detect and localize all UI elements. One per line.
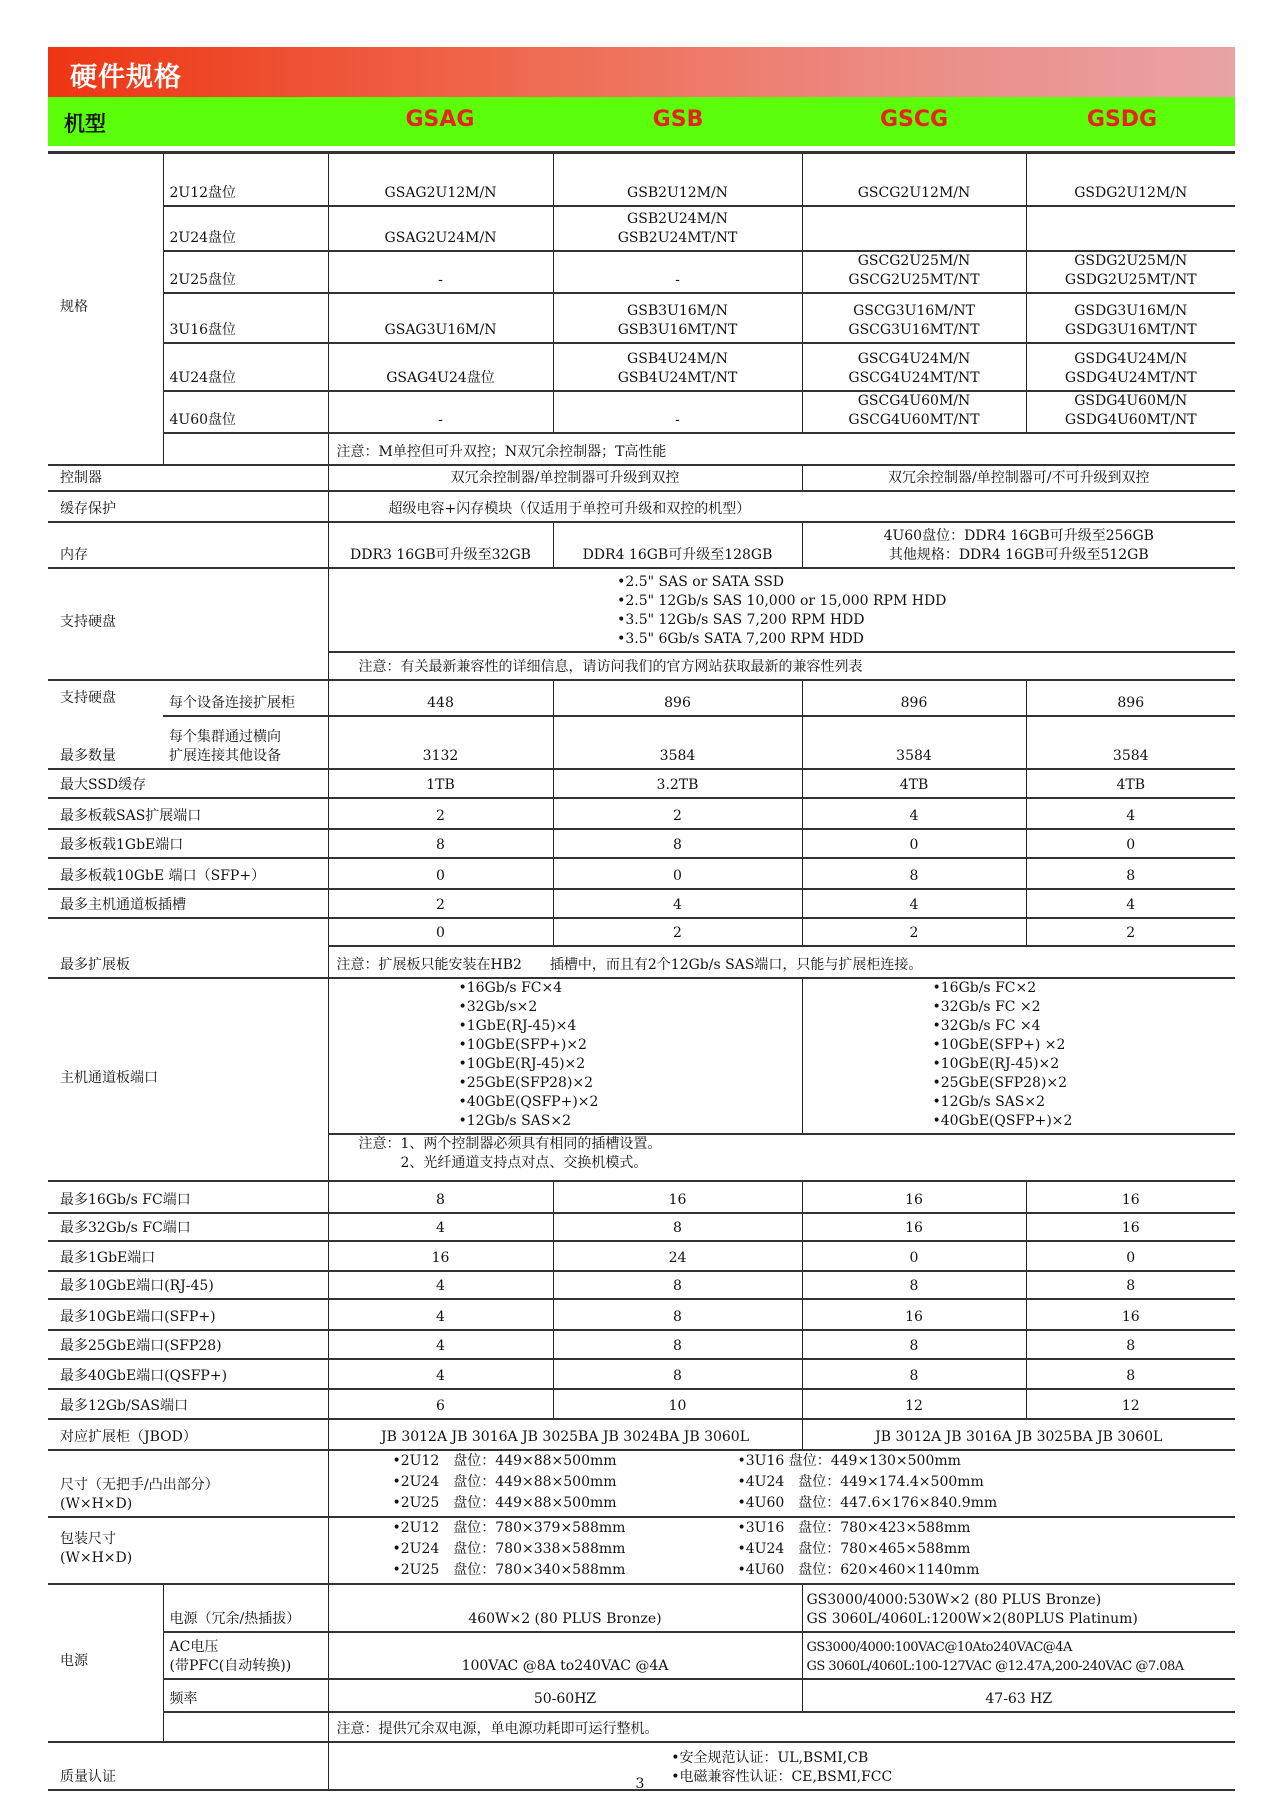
table-row: [48, 858, 1235, 889]
cell: 4TB: [802, 769, 1026, 798]
cell: 4U60盘位：DDR4 16GB可升级至256GB 其他规格：DDR4 16GB可升级至512GB: [802, 522, 1235, 568]
table-row: [48, 1181, 1235, 1213]
cell: 0: [328, 858, 553, 889]
cell: GS3000/4000:100VAC@10Ato240VAC@4A GS 3060L/4060L:100-127VAC @12.47A,200-240VAC @7.08A: [802, 1632, 1235, 1679]
cell: [802, 206, 1026, 251]
sub-label: 电源（冗余/热插拔）: [163, 1584, 328, 1632]
cell: 50-60HZ: [328, 1679, 802, 1712]
cell: GSDG2U12M/N: [1026, 153, 1235, 206]
cell: 16: [802, 1181, 1026, 1213]
cell: 4: [802, 889, 1026, 918]
row-label: 尺寸（无把手/凸出部分） (W×H×D): [48, 1450, 328, 1517]
cell: JB 3012A JB 3016A JB 3025BA JB 3024BA JB 3060L: [328, 1419, 802, 1450]
table-row: [48, 568, 1235, 652]
cell: GSDG3U16M/N GSDG3U16MT/NT: [1026, 293, 1235, 343]
cell: 3.2TB: [553, 769, 802, 798]
row-label: 缓存保护: [48, 491, 328, 522]
cell: 8: [1026, 858, 1235, 889]
cell: 24: [553, 1241, 802, 1271]
cell: 3584: [1026, 716, 1235, 769]
row-label: 支持硬盘: [60, 689, 116, 706]
cell: 896: [553, 680, 802, 717]
model-label: 机型: [64, 112, 106, 136]
cell: GSCG4U24M/N GSCG4U24MT/NT: [802, 343, 1026, 391]
cell: GSCG3U16M/NT GSCG3U16MT/NT: [802, 293, 1026, 343]
package-list: •3U16 盘位：780×423×588mm •4U24 盘位：780×465×588mm •4U60 盘位：620×460×1140mm: [737, 1519, 980, 1578]
cell: 12: [1026, 1389, 1235, 1419]
table-row: [48, 798, 1235, 829]
cell: 4TB: [1026, 769, 1235, 798]
cell: 47-63 HZ: [802, 1679, 1235, 1712]
cell: 0: [802, 829, 1026, 858]
cell: 4: [328, 1213, 553, 1241]
model-gsdg: GSDG: [1086, 107, 1158, 132]
cell: GSCG2U25M/N GSCG2U25MT/NT: [802, 251, 1026, 293]
cell: 8: [802, 1330, 1026, 1359]
cell: 3132: [328, 716, 553, 769]
cell: 双冗余控制器/单控制器可升级到双控: [328, 465, 802, 491]
model-header-band: [48, 97, 1235, 146]
certification-list: •安全规范认证：UL,BSMI,CB •电磁兼容性认证：CE,BSMI,FCC: [671, 1749, 893, 1785]
table-row: [48, 680, 1235, 717]
cell: 1TB: [328, 769, 553, 798]
cell: 3584: [553, 716, 802, 769]
sub-label: 每个设备连接扩展柜: [163, 680, 328, 717]
table-row: [48, 343, 1235, 391]
cell: GS3000/4000:530W×2 (80 PLUS Bronze) GS 3060L/4060L:1200W×2(80PLUS Platinum): [802, 1584, 1235, 1632]
cell: 8: [1026, 1330, 1235, 1359]
row-label: 最多10GbE端口(RJ-45): [48, 1271, 328, 1299]
cell: 4: [802, 798, 1026, 829]
cell: GSAG2U24M/N: [328, 206, 553, 251]
table-row: [48, 769, 1235, 798]
cell: 0: [328, 918, 553, 946]
table-row: [48, 1517, 1235, 1584]
table-row: [48, 1712, 1235, 1742]
cell: GSB2U12M/N: [553, 153, 802, 206]
cell: -: [328, 251, 553, 293]
table-row: [48, 153, 1235, 206]
row-label: 最多32Gb/s FC端口: [48, 1213, 328, 1241]
table-row: [48, 391, 1235, 433]
cell: 100VAC @8A to240VAC @4A: [328, 1632, 802, 1679]
table-row: [48, 251, 1235, 293]
cell: 超级电容+闪存模块（仅适用于单控可升级和双控的机型）: [328, 491, 1235, 522]
power-note: 注意：提供冗余双电源，单电源功耗即可运行整机。: [328, 1712, 1235, 1742]
table-row: [48, 1632, 1235, 1679]
spec-note: 注意：M单控但可升双控；N双冗余控制器；T高性能: [328, 433, 1235, 465]
cell: 2: [328, 889, 553, 918]
cell: GSB3U16M/N GSB3U16MT/NT: [553, 293, 802, 343]
row-label: 最多16Gb/s FC端口: [48, 1181, 328, 1213]
table-row: [48, 206, 1235, 251]
cell: DDR4 16GB可升级至128GB: [553, 522, 802, 568]
cell: 16: [1026, 1181, 1235, 1213]
row-label: 最多12Gb/SAS端口: [48, 1389, 328, 1419]
cell: 8: [553, 1271, 802, 1299]
spec-row-label: 4U60盘位: [163, 391, 328, 433]
cell: 8: [1026, 1359, 1235, 1389]
cell: GSAG2U12M/N: [328, 153, 553, 206]
sub-label: 每个集群通过横向 扩展连接其他设备: [163, 716, 328, 769]
cell: 16: [553, 1181, 802, 1213]
cell: 896: [1026, 680, 1235, 717]
row-label: 最多板载SAS扩展端口: [48, 798, 328, 829]
row-label: 最多40GbE端口(QSFP+): [48, 1359, 328, 1389]
row-label: 质量认证: [48, 1742, 328, 1790]
spec-row-label: 4U24盘位: [163, 343, 328, 391]
cell: 8: [328, 1181, 553, 1213]
row-label: 最多板载10GbE 端口（SFP+）: [48, 858, 328, 889]
cell: 10: [553, 1389, 802, 1419]
cell: GSB4U24M/N GSB4U24MT/NT: [553, 343, 802, 391]
cell: 0: [1026, 829, 1235, 858]
cell: 0: [553, 858, 802, 889]
model-gsb: GSB: [652, 107, 704, 132]
cell: 0: [802, 1241, 1026, 1271]
cell: 8: [553, 1299, 802, 1330]
cell: [1026, 206, 1235, 251]
cell: 双冗余控制器/单控制器可/不可升级到双控: [802, 465, 1235, 491]
section-title: 硬件规格: [70, 62, 182, 93]
host-ports-note: 注意：1、两个控制器必须具有相同的插槽设置。 2、光纤通道支持点对点、交换机模式。: [328, 1134, 1235, 1181]
row-label: 最多板载1GbE端口: [48, 829, 328, 858]
table-row: [48, 1450, 1235, 1517]
drive-list: •2.5" SAS or SATA SSD •2.5" 12Gb/s SAS 10,000 or 15,000 RPM HDD •3.5" 12Gb/s SAS 7,200 RPM HDD •3.5" 6Gb/s SATA 7,200 RPM HDD: [617, 573, 947, 647]
cell: 8: [802, 858, 1026, 889]
cell: 4: [328, 1299, 553, 1330]
spec-row-label: 2U24盘位: [163, 206, 328, 251]
row-label: 最多10GbE端口(SFP+): [48, 1299, 328, 1330]
cell: 896: [802, 680, 1026, 717]
cell: GSCG2U12M/N: [802, 153, 1026, 206]
cell: 2: [328, 798, 553, 829]
cell: 2: [553, 918, 802, 946]
table-row: [48, 293, 1235, 343]
row-label: 内存: [48, 522, 328, 568]
cell: 2: [1026, 918, 1235, 946]
cell: 8: [553, 1330, 802, 1359]
spec-row-label: 2U25盘位: [163, 251, 328, 293]
cell: GSDG2U25M/N GSDG2U25MT/NT: [1026, 251, 1235, 293]
cell: 3584: [802, 716, 1026, 769]
empty-cell: [163, 1712, 328, 1742]
table-row: [48, 1359, 1235, 1389]
cell: 16: [802, 1299, 1026, 1330]
table-row: [48, 1330, 1235, 1359]
table-row: [48, 522, 1235, 568]
row-label: 最多扩展板: [48, 918, 328, 978]
cell: 4: [328, 1359, 553, 1389]
table-row: [48, 1389, 1235, 1419]
row-label: 最多1GbE端口: [48, 1241, 328, 1271]
cell: GSAG4U24盘位: [328, 343, 553, 391]
cell: 460W×2 (80 PLUS Bronze): [328, 1584, 802, 1632]
cell: 16: [1026, 1213, 1235, 1241]
cell: 8: [328, 829, 553, 858]
cell: 4: [1026, 889, 1235, 918]
cell: 4: [328, 1271, 553, 1299]
cell: 4: [553, 889, 802, 918]
host-port-list: •16Gb/s FC×2 •32Gb/s FC ×2 •32Gb/s FC ×4 •10GbE(SFP+) ×2 •10GbE(RJ-45)×2 •25GbE(SFP28)×2 •12Gb/s SAS×2 •40GbE(QSFP+)×2: [932, 979, 1073, 1129]
table-row: [48, 1241, 1235, 1271]
cell: 4: [1026, 798, 1235, 829]
cell: 8: [802, 1359, 1026, 1389]
cell: 448: [328, 680, 553, 717]
sub-label: 频率: [163, 1679, 328, 1712]
drives-note: 注意：有关最新兼容性的详细信息，请访问我们的官方网站获取最新的兼容性列表: [328, 652, 1235, 680]
spec-label: 规格: [48, 153, 163, 465]
page-number: 3: [635, 1776, 645, 1792]
row-label: 主机通道板端口: [48, 978, 328, 1181]
spec-row-label: 3U16盘位: [163, 293, 328, 343]
table-row: [48, 1213, 1235, 1241]
cell: 8: [802, 1271, 1026, 1299]
cell: GSB2U24M/N GSB2U24MT/NT: [553, 206, 802, 251]
row-label: 控制器: [48, 465, 328, 491]
model-gsag: GSAG: [405, 107, 475, 132]
expansion-note: 注意：扩展板只能安装在HB2 插槽中，而且有2个12Gb/s SAS端口，只能与扩展柜连接。: [328, 946, 1235, 978]
cell: GSDG4U24M/N GSDG4U24MT/NT: [1026, 343, 1235, 391]
cell: 6: [328, 1389, 553, 1419]
row-label: 对应扩展柜（JBOD）: [48, 1419, 328, 1450]
table-row: [48, 1584, 1235, 1632]
cell: -: [328, 391, 553, 433]
cell: 16: [328, 1241, 553, 1271]
cell: 8: [553, 1359, 802, 1389]
row-label: 电源: [48, 1584, 163, 1742]
table-row: [48, 465, 1235, 491]
hardware-spec-table: [48, 151, 1235, 1791]
row-label: 支持硬盘: [48, 568, 328, 680]
row-label: 最多25GbE端口(SFP28): [48, 1330, 328, 1359]
host-port-list: •16Gb/s FC×4 •32Gb/s×2 •1GbE(RJ-45)×4 •10GbE(SFP+)×2 •10GbE(RJ-45)×2 •25GbE(SFP28)×2 •40GbE(QSFP+)×2 •12Gb/s SAS×2: [458, 979, 599, 1129]
cell: 2: [802, 918, 1026, 946]
package-list: •2U12 盘位：780×379×588mm •2U24 盘位：780×338×588mm •2U25 盘位：780×340×588mm: [392, 1519, 626, 1578]
table-row: [48, 433, 1235, 465]
section-title-band: [48, 47, 1235, 97]
table-row: [48, 829, 1235, 858]
cell: -: [553, 251, 802, 293]
cell: 0: [1026, 1241, 1235, 1271]
cell: GSDG4U60M/N GSDG4U60MT/NT: [1026, 391, 1235, 433]
table-row: [48, 1271, 1235, 1299]
spec-row-label: 2U12盘位: [163, 153, 328, 206]
table-row: [48, 918, 1235, 946]
table-row: [48, 889, 1235, 918]
cell: 16: [1026, 1299, 1235, 1330]
empty-cell: [163, 433, 328, 465]
table-row: [48, 978, 1235, 1134]
cell: GSCG4U60M/N GSCG4U60MT/NT: [802, 391, 1026, 433]
cell: -: [553, 391, 802, 433]
table-row: [48, 1679, 1235, 1712]
sub-label: AC电压 (带PFC(自动转换)): [163, 1632, 328, 1679]
table-row: [48, 1419, 1235, 1450]
table-row: [48, 491, 1235, 522]
dimension-list: •3U16 盘位：449×130×500mm •4U24 盘位：449×174.4×500mm •4U60 盘位：447.6×176×840.9mm: [737, 1452, 998, 1511]
cell: 8: [1026, 1271, 1235, 1299]
cell: JB 3012A JB 3016A JB 3025BA JB 3060L: [802, 1419, 1235, 1450]
cell: GSAG3U16M/N: [328, 293, 553, 343]
cell: 8: [553, 1213, 802, 1241]
cell: 16: [802, 1213, 1026, 1241]
cell: 4: [328, 1330, 553, 1359]
cell: 12: [802, 1389, 1026, 1419]
cell: 2: [553, 798, 802, 829]
row-label: 最多数量: [60, 747, 116, 764]
cell: 8: [553, 829, 802, 858]
row-label: 包装尺寸 (W×H×D): [48, 1517, 328, 1584]
row-label: 最大SSD缓存: [48, 769, 328, 798]
table-row: [48, 1299, 1235, 1330]
cell: DDR3 16GB可升级至32GB: [328, 522, 553, 568]
row-label: 最多主机通道板插槽: [48, 889, 328, 918]
dimension-list: •2U12 盘位：449×88×500mm •2U24 盘位：449×88×500mm •2U25 盘位：449×88×500mm: [392, 1452, 617, 1511]
table-row: [48, 716, 1235, 769]
model-gscg: GSCG: [879, 107, 949, 132]
